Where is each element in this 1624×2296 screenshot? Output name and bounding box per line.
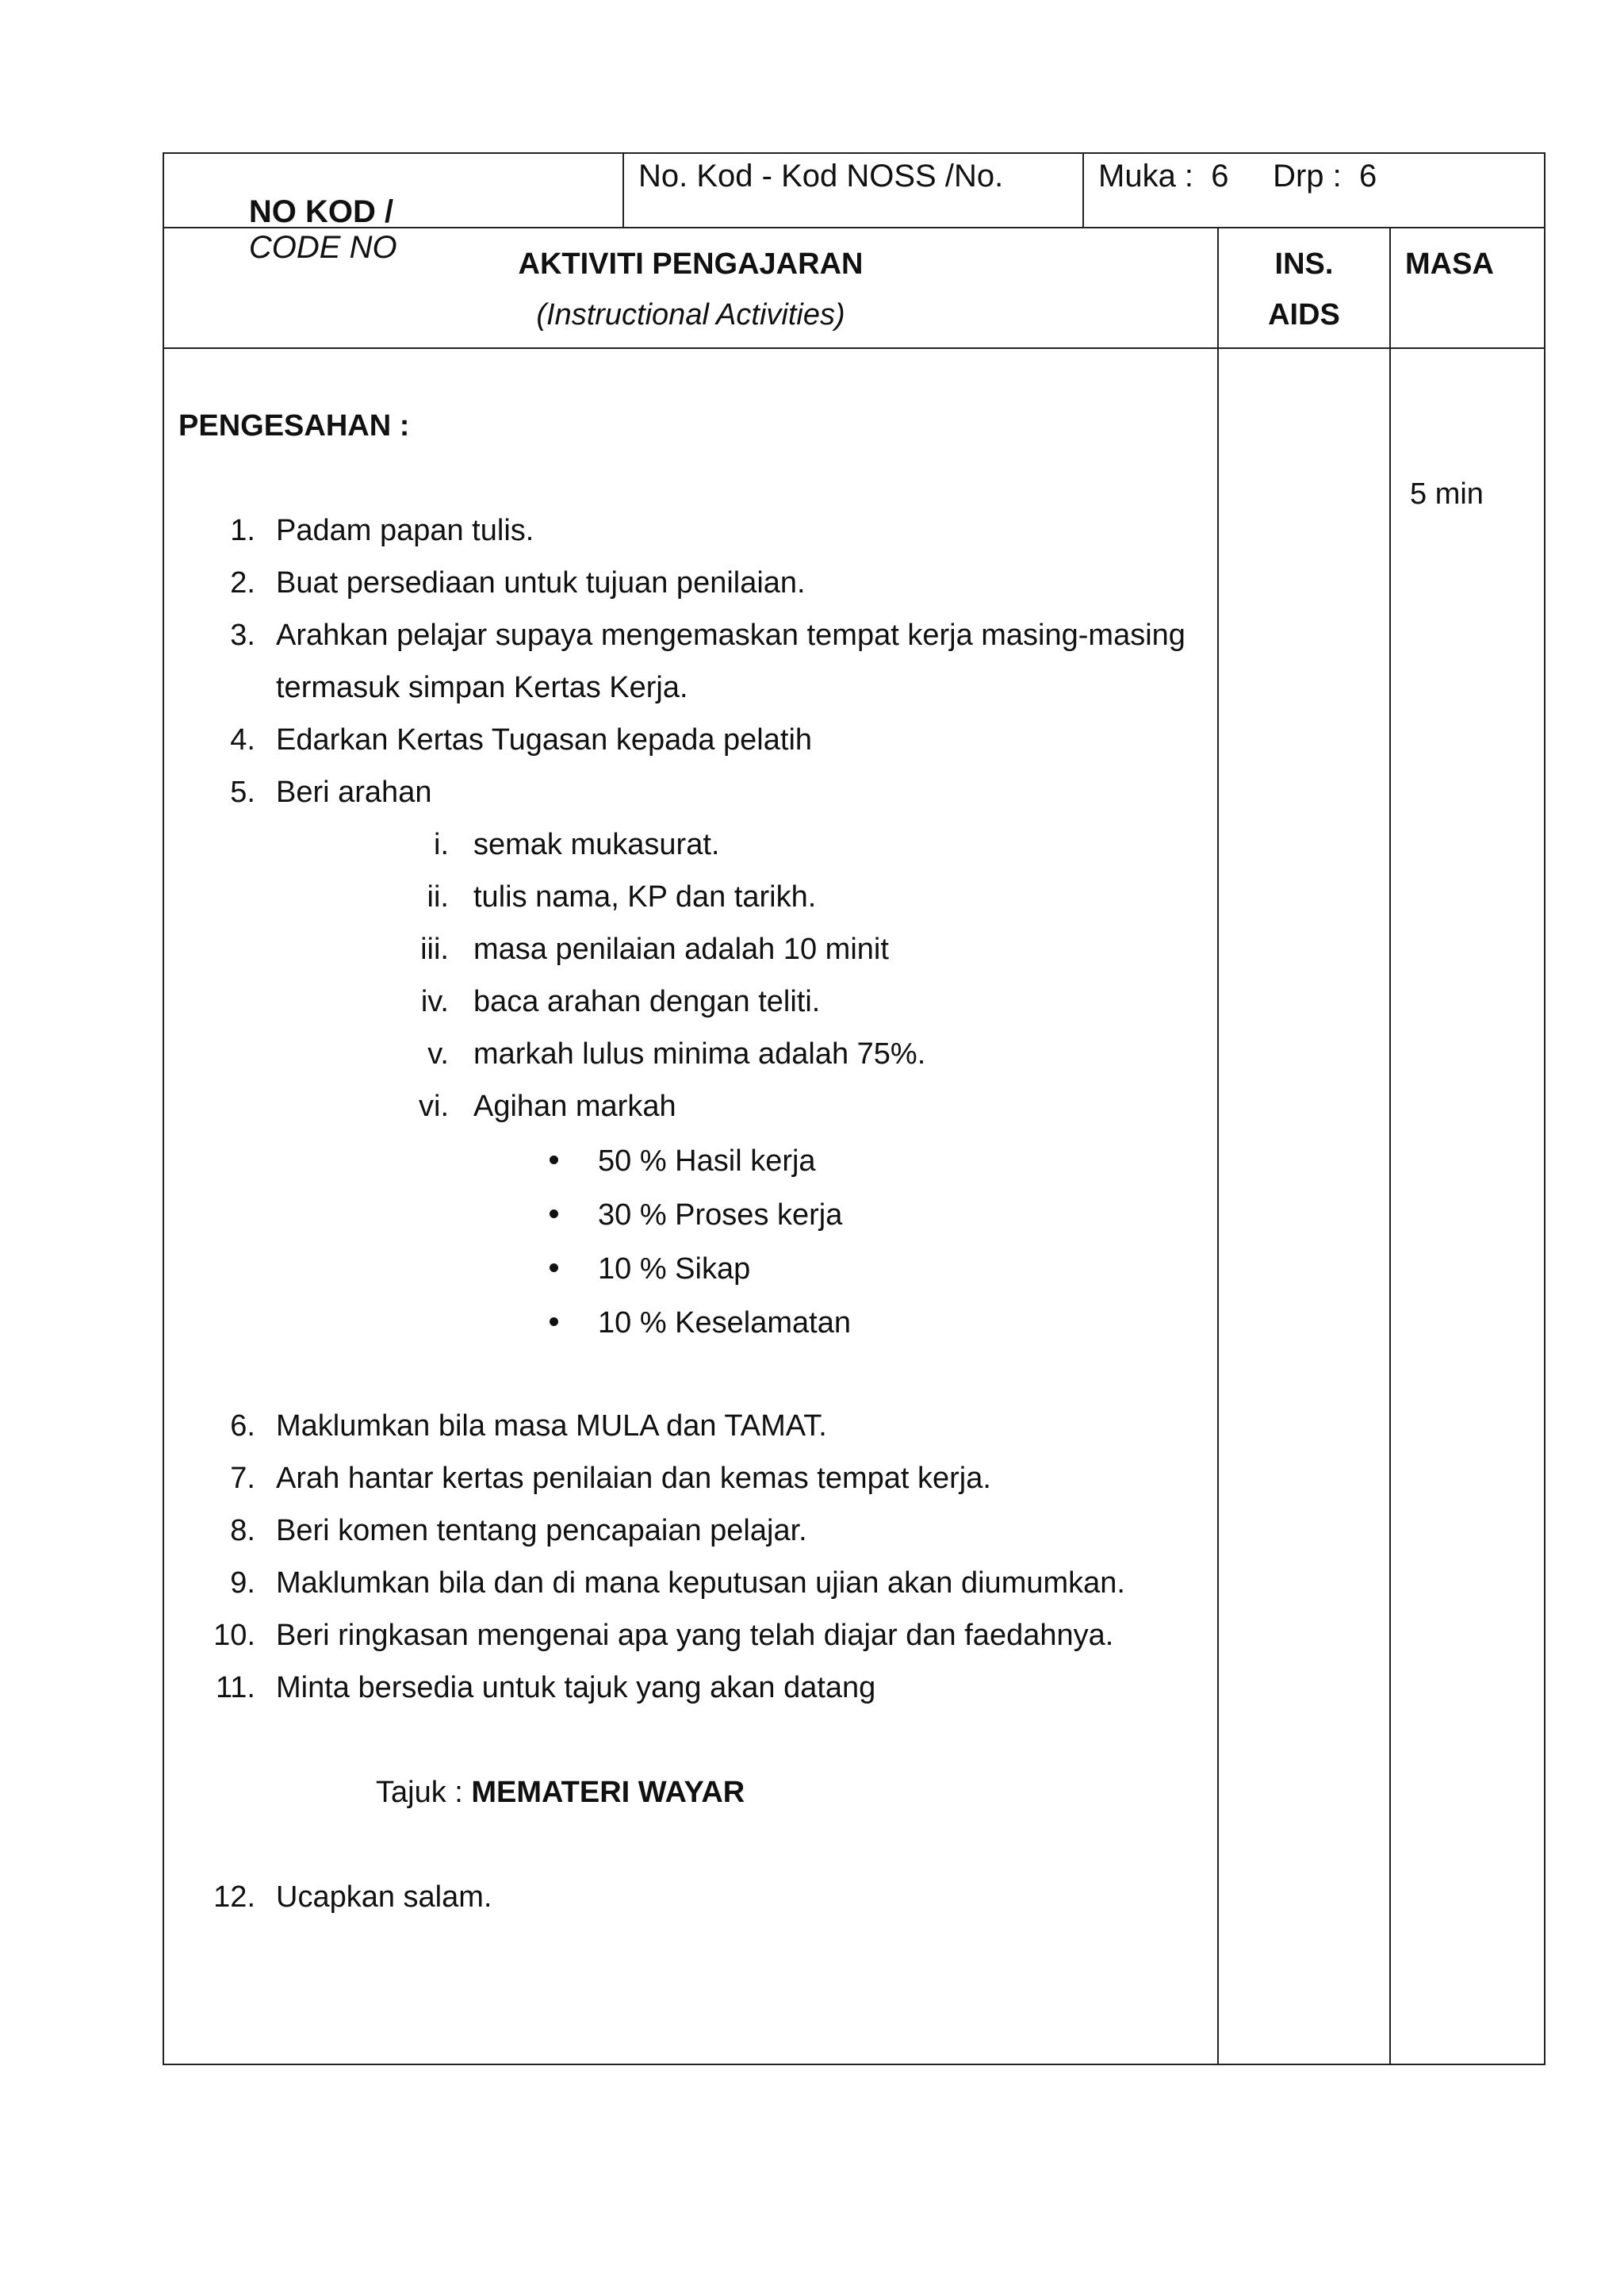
step-number: 12. (213, 1880, 255, 1914)
column-divider (1217, 228, 1219, 2064)
step-text: Beri ringkasan mengenai apa yang telah diajar dan faedahnya. (276, 1619, 1114, 1652)
topic-label: Tajuk : (376, 1776, 472, 1809)
step-text: Edarkan Kertas Tugasan kepada pelatih (276, 723, 813, 757)
step-text: Beri arahan (276, 776, 432, 809)
step-number: 8. (230, 1514, 255, 1547)
section-title: PENGESAHAN : (178, 409, 410, 443)
bullet-text: 50 % Hasil kerja (598, 1144, 816, 1178)
step-number: 4. (230, 723, 255, 757)
step-number: 1. (230, 514, 255, 547)
bullet-text: 30 % Proses kerja (598, 1198, 843, 1232)
step-text: Beri komen tentang pencapaian pelajar. (276, 1514, 807, 1547)
masa-column-title: MASA (1405, 247, 1494, 281)
sub-step-text: tulis nama, KP dan tarikh. (473, 880, 817, 914)
header-divider (164, 347, 1544, 349)
ins-aids-title-line2: AIDS (1268, 298, 1340, 332)
noss-code-cell (624, 154, 1084, 227)
bullet-icon (550, 1317, 558, 1326)
activity-column-title: AKTIVITI PENGAJARAN (518, 247, 864, 281)
step-number: 7. (230, 1462, 255, 1495)
step-text: Arah hantar kertas penilaian dan kemas tempat kerja. (276, 1462, 991, 1495)
step-number: 6. (230, 1409, 255, 1443)
step-text: Minta bersedia untuk tajuk yang akan datang (276, 1671, 876, 1704)
sub-step-number: v. (427, 1037, 449, 1071)
sub-step-number: iii. (420, 933, 449, 966)
sub-step-text: Agihan markah (473, 1090, 676, 1123)
step-number: 2. (230, 566, 255, 600)
step-text: Maklumkan bila dan di mana keputusan ujian akan diumumkan. (276, 1566, 1125, 1600)
sub-step-text: semak mukasurat. (473, 828, 720, 861)
ins-aids-title-line1: INS. (1274, 247, 1334, 281)
page-info: Muka : 6 Drp : 6 (1098, 159, 1377, 194)
step-number: 5. (230, 776, 255, 809)
column-divider (1389, 228, 1391, 2064)
activity-column-subtitle: (Instructional Activities) (536, 298, 845, 332)
code-label: NO KOD / (248, 194, 394, 229)
code-cell (164, 154, 624, 265)
sub-step-text: markah lulus minima adalah 75%. (473, 1037, 926, 1071)
bullet-text: 10 % Sikap (598, 1252, 751, 1286)
noss-code: No. Kod - Kod NOSS /No. (638, 159, 1004, 194)
sub-step-number: iv. (420, 985, 449, 1018)
bullet-icon (550, 1209, 558, 1218)
step-number: 9. (230, 1566, 255, 1600)
step-number: 11. (215, 1671, 255, 1704)
step-text: Buat persediaan untuk tujuan penilaian. (276, 566, 806, 600)
sub-step-text: masa penilaian adalah 10 minit (473, 933, 889, 966)
step-text-continued: termasuk simpan Kertas Kerja. (276, 671, 688, 704)
step-number: 3. (230, 619, 255, 652)
masa-value: 5 min (1410, 477, 1484, 511)
bullet-text: 10 % Keselamatan (598, 1306, 851, 1340)
sub-step-number: ii. (427, 880, 449, 914)
code-label-english: CODE NO (248, 230, 397, 265)
activity-table (163, 228, 1545, 2065)
step-text: Ucapkan salam. (276, 1880, 492, 1914)
step-text: Arahkan pelajar supaya mengemaskan tempat kerja masing-masing (276, 619, 1185, 652)
bullet-icon (550, 1263, 558, 1272)
sub-step-text: baca arahan dengan teliti. (473, 985, 821, 1018)
bullet-icon (550, 1156, 558, 1164)
sub-step-number: i. (434, 828, 449, 861)
step-text: Padam papan tulis. (276, 514, 534, 547)
step-text: Maklumkan bila masa MULA dan TAMAT. (276, 1409, 827, 1443)
step-number: 10. (213, 1619, 255, 1652)
sub-step-number: vi. (419, 1090, 449, 1123)
next-topic (376, 1777, 745, 1807)
topic-value: MEMATERI WAYAR (471, 1776, 745, 1809)
page-info-cell (1084, 154, 1544, 227)
